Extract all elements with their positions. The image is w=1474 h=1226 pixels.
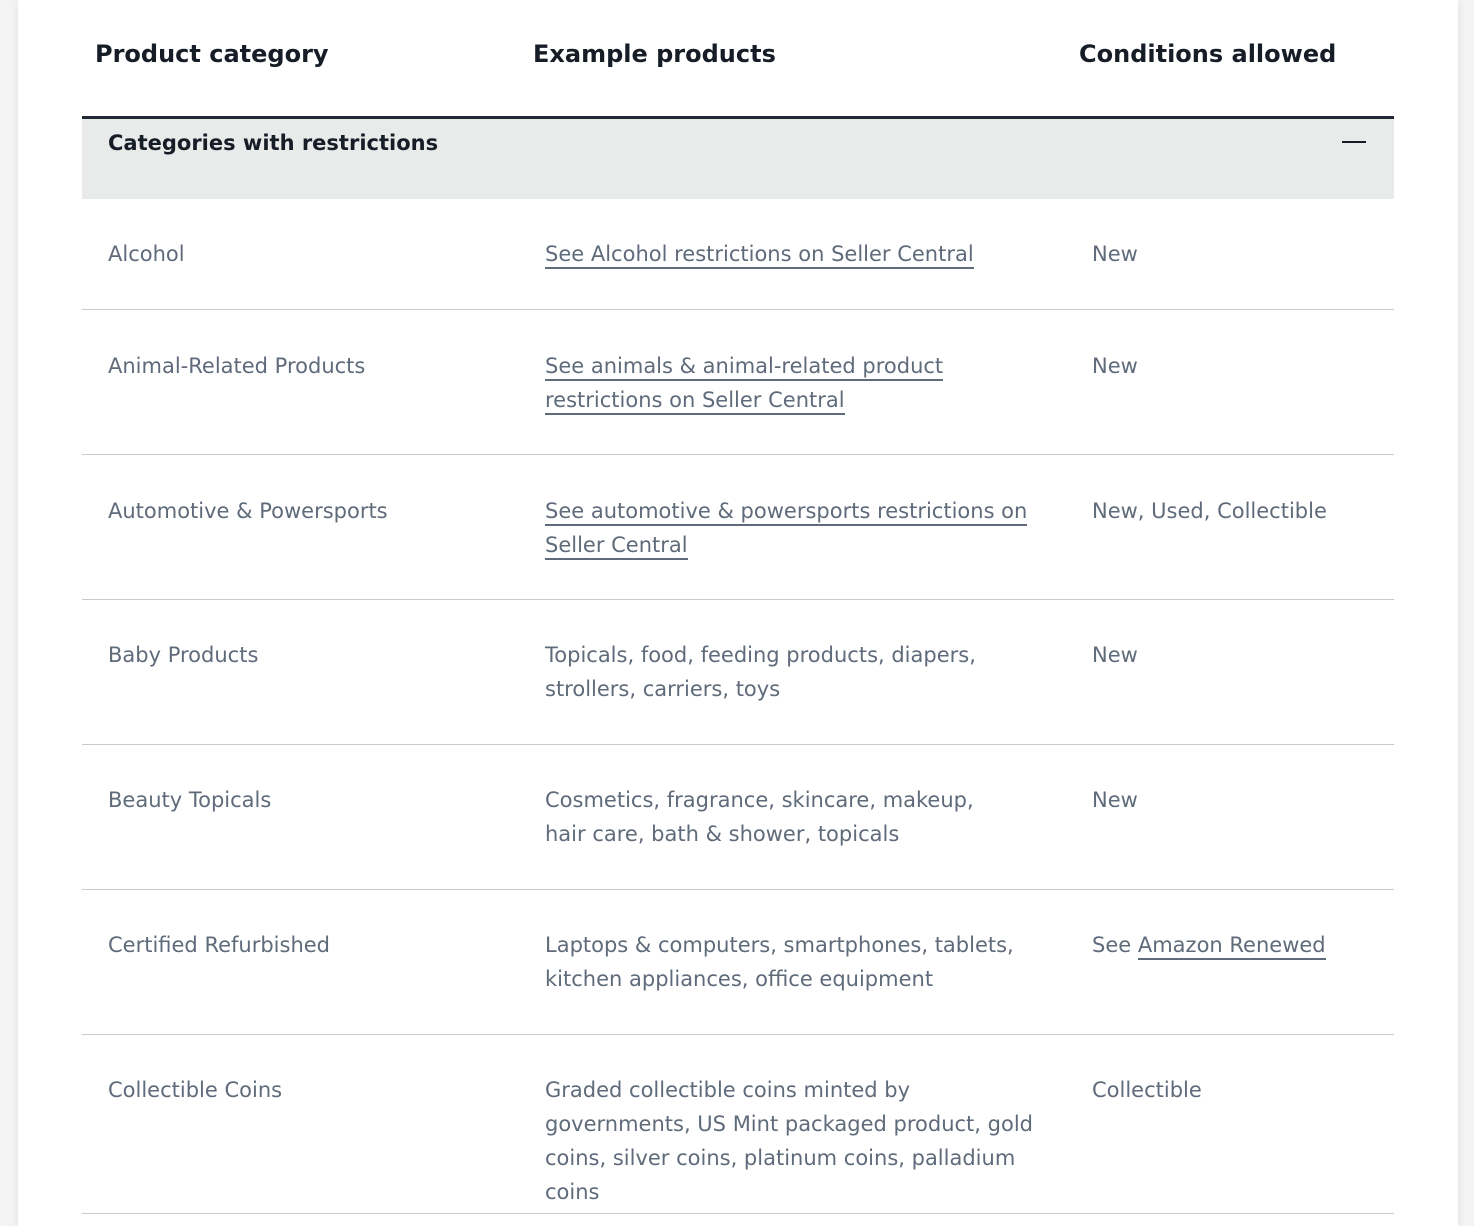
row-category: Collectible Coins — [108, 1078, 283, 1102]
row-category: Alcohol — [108, 242, 185, 266]
row-category: Certified Refurbished — [108, 933, 331, 957]
row-examples: Graded collectible coins minted by governments, US Mint packaged product, gold coins, silver coins, platinum coins, palladium coins — [545, 1078, 1033, 1204]
row-conditions: New — [1092, 643, 1138, 667]
conditions-prefix: See — [1092, 933, 1132, 957]
row-category: Animal-Related Products — [108, 354, 366, 378]
table-row — [82, 455, 1394, 600]
table-header — [82, 0, 1394, 119]
row-examples: Cosmetics, fragrance, skincare, makeup, hair care, bath & shower, topicals — [545, 788, 974, 846]
content-card — [18, 0, 1458, 1226]
row-category: Baby Products — [108, 643, 259, 667]
header-product-category: Product category — [95, 40, 329, 68]
row-examples: Laptops & computers, smartphones, tablets, kitchen appliances, office equipment — [545, 933, 1014, 991]
automotive-restrictions-link[interactable]: See automotive & powersports restrictions on Seller Central — [545, 499, 1027, 560]
header-example-products: Example products — [533, 40, 776, 68]
row-category: Automotive & Powersports — [108, 499, 388, 523]
table-row — [82, 310, 1394, 455]
row-category: Beauty Topicals — [108, 788, 272, 812]
row-examples — [545, 349, 965, 417]
row-conditions: New, Used, Collectible — [1092, 499, 1327, 523]
row-conditions: Collectible — [1092, 1078, 1202, 1102]
table-row — [82, 745, 1394, 890]
row-conditions — [1092, 928, 1392, 962]
table-row — [82, 890, 1394, 1035]
amazon-renewed-link[interactable]: Amazon Renewed — [1138, 933, 1326, 960]
table-row — [82, 1035, 1394, 1214]
header-conditions-allowed: Conditions allowed — [1079, 40, 1337, 68]
table-row — [82, 600, 1394, 745]
row-conditions: New — [1092, 354, 1138, 378]
row-examples: Topicals, food, feeding products, diapers, strollers, carriers, toys — [545, 643, 976, 701]
section-toggle-restricted-categories[interactable] — [82, 119, 1394, 199]
table-row — [82, 199, 1394, 310]
row-examples — [545, 494, 1045, 562]
alcohol-restrictions-link[interactable]: See Alcohol restrictions on Seller Central — [545, 242, 974, 269]
row-examples — [545, 237, 1065, 271]
row-conditions: New — [1092, 242, 1138, 266]
section-title: Categories with restrictions — [108, 131, 439, 155]
minus-icon[interactable] — [1342, 141, 1366, 143]
animal-restrictions-link[interactable]: See animals & animal-related product restrictions on Seller Central — [545, 354, 943, 415]
row-conditions: New — [1092, 788, 1138, 812]
